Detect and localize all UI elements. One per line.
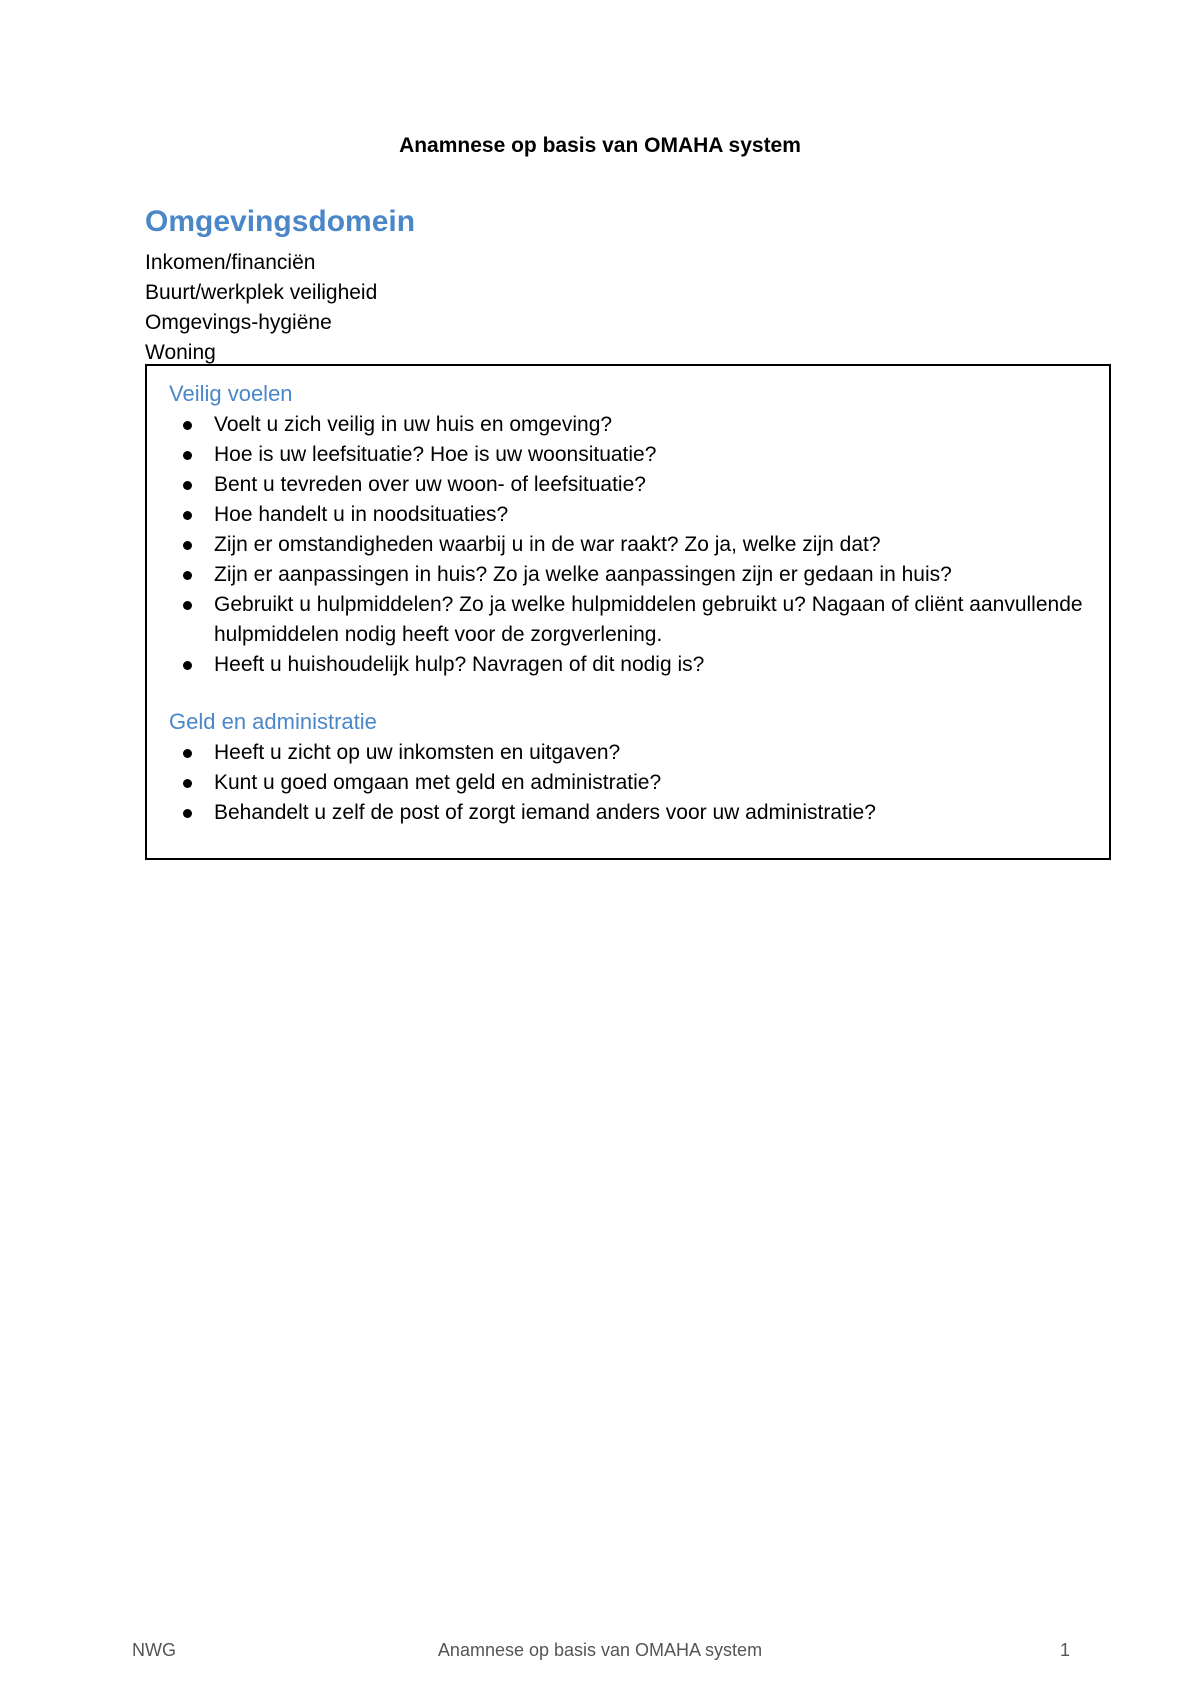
page-number: 1 bbox=[1059, 1640, 1070, 1660]
domain-item: Woning bbox=[145, 341, 216, 364]
bullet-icon bbox=[183, 511, 192, 520]
section-heading: Geld en administratie bbox=[169, 709, 377, 734]
section-veilig-voelen bbox=[169, 378, 1099, 680]
bullet-icon bbox=[183, 481, 192, 490]
bullet-icon bbox=[183, 749, 192, 758]
domain-heading: Omgevingsdomein bbox=[145, 205, 416, 238]
question-text: Bent u tevreden over uw woon- of leefsituatie? bbox=[214, 473, 646, 496]
bullet-icon bbox=[183, 451, 192, 460]
question-text: Zijn er aanpassingen in huis? Zo ja welke aanpassingen zijn er gedaan in huis? bbox=[214, 563, 952, 586]
domain-item: Inkomen/financiën bbox=[145, 251, 316, 274]
question-text: Zijn er omstandigheden waarbij u in de war raakt? Zo ja, welke zijn dat? bbox=[214, 533, 881, 556]
domain-item: Omgevings-hygiëne bbox=[145, 311, 332, 334]
question-text: Hoe is uw leefsituatie? Hoe is uw woonsituatie? bbox=[214, 443, 657, 466]
footer-title: Anamnese op basis van OMAHA system bbox=[437, 1640, 763, 1660]
document-title: Anamnese op basis van OMAHA system bbox=[399, 134, 801, 157]
question-item bbox=[169, 470, 1099, 500]
bullet-icon bbox=[183, 541, 192, 550]
bullet-icon bbox=[183, 421, 192, 430]
question-list bbox=[169, 738, 1099, 828]
bullet-icon bbox=[183, 571, 192, 580]
bullet-icon bbox=[183, 779, 192, 788]
section-geld-en-administratie bbox=[169, 706, 1099, 828]
question-list bbox=[169, 410, 1099, 680]
question-item bbox=[169, 768, 1099, 798]
question-item bbox=[169, 560, 1099, 590]
question-text: Heeft u huishoudelijk hulp? Navragen of dit nodig is? bbox=[214, 653, 705, 676]
domain-item-list bbox=[145, 248, 377, 368]
bullet-icon bbox=[183, 601, 192, 610]
bullet-icon bbox=[183, 809, 192, 818]
question-text: Heeft u zicht op uw inkomsten en uitgaven? bbox=[214, 741, 621, 764]
question-item bbox=[169, 440, 1099, 470]
question-text: Gebruikt u hulpmiddelen? Zo ja welke hulpmiddelen gebruikt u? Nagaan of cliënt aanvullende hulpmiddelen nodig heeft voor de zorgverlening. bbox=[214, 593, 1083, 646]
question-text: Hoe handelt u in noodsituaties? bbox=[214, 503, 509, 526]
question-item bbox=[169, 530, 1099, 560]
section-heading: Veilig voelen bbox=[169, 381, 293, 406]
question-item bbox=[169, 798, 1099, 828]
question-item bbox=[169, 410, 1099, 440]
question-item bbox=[169, 738, 1099, 768]
question-item bbox=[169, 590, 1099, 650]
question-item bbox=[169, 500, 1099, 530]
bullet-icon bbox=[183, 661, 192, 670]
domain-item: Buurt/werkplek veiligheid bbox=[145, 281, 378, 304]
questions-box bbox=[145, 364, 1111, 860]
question-text: Voelt u zich veilig in uw huis en omgeving? bbox=[214, 413, 613, 436]
question-text: Kunt u goed omgaan met geld en administratie? bbox=[214, 771, 662, 794]
question-text: Behandelt u zelf de post of zorgt iemand anders voor uw administratie? bbox=[214, 801, 876, 824]
footer-left-label: NWG bbox=[132, 1640, 176, 1660]
question-item bbox=[169, 650, 1099, 680]
